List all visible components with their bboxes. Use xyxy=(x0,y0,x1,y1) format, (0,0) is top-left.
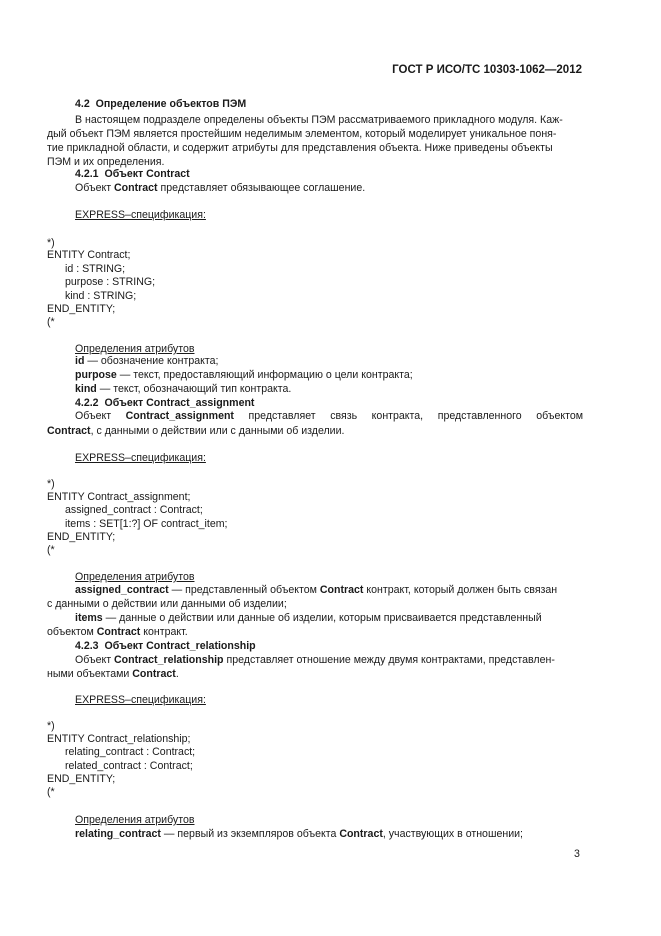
attr-name: purpose xyxy=(75,369,117,381)
contract-assignment-description-line-2 xyxy=(47,424,344,438)
contract-assignment-description-line-1 xyxy=(75,409,583,423)
text: представляет отношение между двумя контрактами, представлен- xyxy=(223,654,555,666)
code-attr: kind : STRING; xyxy=(65,290,137,302)
express-label: EXPRESS–спецификация: xyxy=(75,694,206,706)
attr-text: , участвующих в отношении; xyxy=(382,828,523,840)
entity-name: Contract xyxy=(132,668,176,680)
code-open: *) xyxy=(47,478,55,490)
code-close: (* xyxy=(47,316,55,328)
attr-name: kind xyxy=(75,383,97,395)
entity-name: Contract xyxy=(96,626,141,638)
code-end-entity: END_ENTITY; xyxy=(47,303,116,315)
section-number: 4.2 xyxy=(75,98,90,110)
code-close: (* xyxy=(47,544,55,556)
code-attr: id : STRING; xyxy=(65,263,126,275)
code-open: *) xyxy=(47,237,55,249)
subsection-title: Объект Contract_relationship xyxy=(104,640,256,652)
attr-def-continued: с данными о действии или данными об изделии; xyxy=(47,598,287,610)
text: . xyxy=(175,668,179,680)
subsection-heading-2 xyxy=(75,396,254,410)
word: Объект xyxy=(75,410,112,422)
subsection-title: Объект Contract xyxy=(104,168,190,180)
attr-def-continued xyxy=(47,625,188,639)
code-entity: ENTITY Contract; xyxy=(47,249,131,261)
text: , с данными о действии или с данными об изделии. xyxy=(90,425,345,437)
express-label: EXPRESS–спецификация: xyxy=(75,452,206,464)
attr-def xyxy=(75,611,542,625)
code-attr: purpose : STRING; xyxy=(65,276,156,288)
code-attr: items : SET[1:?] OF contract_item; xyxy=(65,518,228,530)
subsection-number: 4.2.2 xyxy=(75,397,99,409)
standard-header: ГОСТ Р ИСО/ТС 10303-1062—2012 xyxy=(392,64,582,76)
word: объектом xyxy=(536,410,583,422)
code-end-entity: END_ENTITY; xyxy=(47,773,116,785)
attr-text: контракт, который должен быть связан xyxy=(363,584,558,596)
code-attr: assigned_contract : Contract; xyxy=(65,504,203,516)
code-entity: ENTITY Contract_relationship; xyxy=(47,733,191,745)
intro-line-3: тие прикладной области, и содержит атрибуты для представления объекта. Ниже приведены объекты xyxy=(47,142,553,154)
attr-text: — текст, предоставляющий информацию о цели контракта; xyxy=(116,369,413,381)
section-heading xyxy=(75,97,246,111)
entity-name: Contract_assignment xyxy=(125,410,234,422)
code-entity: ENTITY Contract_assignment; xyxy=(47,491,191,503)
subsection-title: Объект Contract_assignment xyxy=(104,397,255,409)
attr-text: — представленный объектом xyxy=(168,584,320,596)
intro-line-1: В настоящем подразделе определены объекты ПЭМ рассматриваемого прикладного модуля. Каж- xyxy=(75,114,563,126)
subsection-heading-3 xyxy=(75,639,256,653)
attr-def xyxy=(75,583,557,597)
contract-relationship-description-line-1 xyxy=(75,653,555,667)
text: Объект xyxy=(75,182,115,194)
attr-name: id xyxy=(75,355,85,367)
attr-name: relating_contract xyxy=(75,828,161,840)
attr-defs-label: Определения атрибутов xyxy=(75,343,195,355)
attr-text: — обозначение контракта; xyxy=(84,355,219,367)
page-number: 3 xyxy=(574,848,580,860)
word: представленного xyxy=(437,410,522,422)
intro-line-4: ПЭМ и их определения. xyxy=(47,156,165,168)
code-close: (* xyxy=(47,786,55,798)
word: контракта, xyxy=(371,410,424,422)
attr-defs-label: Определения атрибутов xyxy=(75,571,195,583)
contract-relationship-description-line-2 xyxy=(47,667,179,681)
word: связь xyxy=(330,410,358,422)
attr-def xyxy=(75,368,413,382)
attr-text: — первый из экземпляров объекта xyxy=(160,828,340,840)
attr-text: — данные о действии или данные об изделии, которым присваивается представленный xyxy=(102,612,542,624)
entity-name: Contract xyxy=(47,425,91,437)
entity-name: Contract xyxy=(319,584,364,596)
text: объектом xyxy=(47,626,97,638)
subsection-heading-1 xyxy=(75,167,190,181)
text: Объект xyxy=(75,654,115,666)
subsection-number: 4.2.3 xyxy=(75,640,99,652)
section-title: Определение объектов ПЭМ xyxy=(95,98,247,110)
code-attr: relating_contract : Contract; xyxy=(65,746,196,758)
attr-def xyxy=(75,827,523,841)
entity-name: Contract xyxy=(114,182,158,194)
entity-name: Contract_relationship xyxy=(114,654,224,666)
code-open: *) xyxy=(47,720,55,732)
attr-def xyxy=(75,354,218,368)
attr-def xyxy=(75,382,291,396)
entity-name: Contract xyxy=(339,828,383,840)
attr-name: items xyxy=(75,612,103,624)
intro-line-2: дый объект ПЭМ является простейшим неделимым элементом, который моделирует уникальное поня- xyxy=(47,128,557,140)
text: представляет обязывающее соглашение. xyxy=(157,182,366,194)
contract-description xyxy=(75,181,365,195)
word: представляет xyxy=(248,410,316,422)
subsection-number: 4.2.1 xyxy=(75,168,99,180)
attr-defs-label: Определения атрибутов xyxy=(75,814,195,826)
express-label: EXPRESS–спецификация: xyxy=(75,209,206,221)
code-end-entity: END_ENTITY; xyxy=(47,531,116,543)
text: контракт. xyxy=(140,626,188,638)
code-attr: related_contract : Contract; xyxy=(65,760,193,772)
text: ными объектами xyxy=(47,668,133,680)
attr-text: — текст, обозначающий тип контракта. xyxy=(96,383,292,395)
attr-name: assigned_contract xyxy=(75,584,169,596)
